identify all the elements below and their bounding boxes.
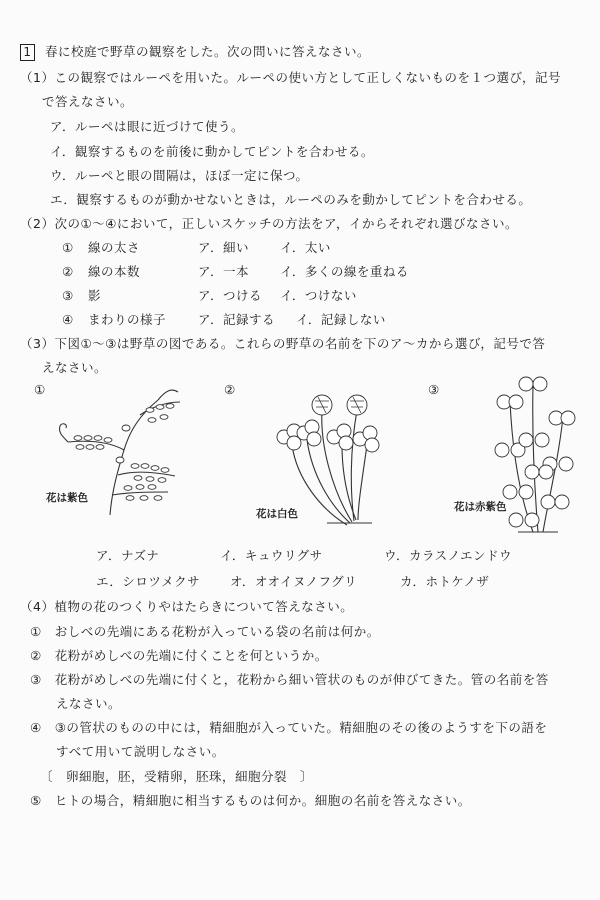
q3-option-ka: カ．ホトケノザ: [400, 574, 490, 589]
question-intro: 春に校庭で野草の観察をした。次の問いに答えなさい。: [45, 44, 371, 59]
figure-1-number: ①: [34, 382, 46, 397]
q2-row-3-choice-b: イ．つけない: [280, 288, 357, 303]
q4-sub-1: ① おしべの先端にある花粉が入っている袋の名前は何か。: [30, 624, 380, 639]
q2-row-4-choice-a: ア．記録する: [198, 312, 276, 327]
q4-sub-5: ⑤ ヒトの場合，精細胞に相当するものは何か。細胞の名前を答えなさい。: [30, 793, 471, 808]
q4-sub-2: ② 花粉がめしべの先端に付くことを何というか。: [30, 648, 328, 663]
q3-option-e: エ．シロツメクサ: [96, 574, 201, 589]
figure-1-caption: 花は紫色: [46, 492, 88, 504]
q3-option-u: ウ．カラスノエンドウ: [384, 548, 513, 563]
q2-row-4-choice-b: イ．記録しない: [296, 312, 386, 327]
q1-stem-line1: （1）この観察ではルーペを用いた。ルーペの使い方として正しくないものを１つ選び，記号: [20, 70, 561, 85]
figure-2-number: ②: [224, 382, 236, 397]
q1-option-u: ウ．ルーペと眼の間隔は，ほぼ一定に保つ。: [50, 168, 309, 183]
q4-stem: （4）植物の花のつくりやはたらきについて答えなさい。: [20, 599, 354, 614]
q4-sub-3-line1: ③ 花粉がめしべの先端に付くと，花粉から細い管状のものが伸びてきた。管の名前を答: [30, 672, 549, 687]
q4-sub-4-line2: すべて用いて説明しなさい。: [56, 744, 225, 759]
q1-option-i: イ．観察するものを前後に動かしてピントを合わせる。: [50, 144, 374, 159]
question-header: [20, 44, 370, 61]
q3-option-a: ア．ナズナ: [96, 548, 160, 563]
q2-row-1-label: 線の太さ: [88, 240, 141, 255]
q4-sub-3-line2: えなさい。: [56, 696, 122, 711]
q2-row-3-choice-a: ア．つける: [198, 288, 263, 303]
q2-row-4-label: まわりの様子: [88, 312, 167, 327]
q1-option-e: エ．観察するものが動かせないときは，ルーペのみを動かしてピントを合わせる。: [50, 192, 532, 207]
q2-row-1-choice-b: イ．太い: [280, 240, 331, 255]
q2-row-1-num: ①: [62, 240, 74, 255]
q2-row-2-choice-a: ア．一本: [198, 264, 250, 279]
q2-row-1-choice-a: ア．細い: [198, 240, 250, 255]
q2-row-2-label: 線の本数: [88, 264, 141, 279]
question-number: 1: [20, 44, 35, 61]
q3-option-o: オ．オオイヌノフグリ: [230, 574, 358, 589]
q3-option-i: イ．キュウリグサ: [220, 548, 323, 563]
q1-stem-line2: で答えなさい。: [42, 94, 134, 109]
q4-word-list: 〔 卵細胞，胚，受精卵，胚珠，細胞分裂 〕: [40, 769, 314, 784]
q3-stem-line2: えなさい。: [42, 360, 108, 375]
q4-sub-4-line1: ④ ③の管状のものの中には，精細胞が入っていた。精細胞のその後のようすを下の語を: [30, 720, 548, 735]
figure-3-caption: 花は赤紫色: [454, 501, 507, 513]
figure-3-number: ③: [428, 382, 440, 397]
q2-row-3-label: 影: [88, 288, 102, 303]
q2-row-3-num: ③: [62, 288, 74, 303]
q3-stem-line1: （3）下図①～③は野草の図である。これらの野草の名前を下のア～カから選び，記号で答: [20, 336, 546, 351]
q1-option-a: ア．ルーペは眼に近づけて使う。: [50, 119, 245, 134]
figure-2-caption: 花は白色: [256, 508, 298, 520]
q2-row-2-choice-b: イ．多くの線を重ねる: [280, 264, 409, 279]
q2-stem: （2）次の①～④において，正しいスケッチの方法をア，イからそれぞれ選びなさい。: [20, 216, 518, 231]
q2-row-2-num: ②: [62, 264, 74, 279]
q2-row-4-num: ④: [62, 312, 74, 327]
